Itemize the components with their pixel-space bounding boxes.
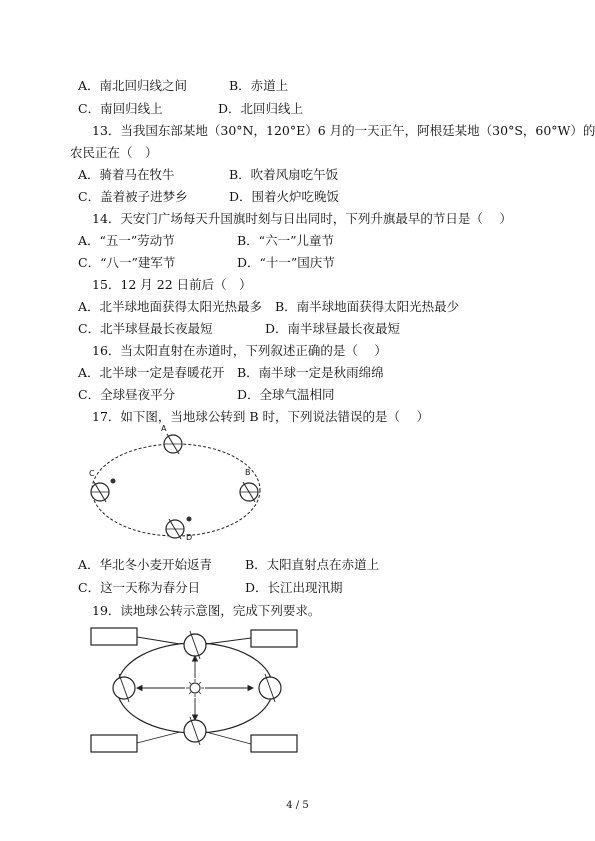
q17-orbit-diagram (76, 424, 276, 546)
q17-label-c: C (89, 469, 95, 478)
q19-earth-top (184, 631, 206, 659)
q14-option-b: B．“六一”儿童节 (237, 233, 334, 248)
q17-option-a: A．华北冬小麦开始返青 (78, 557, 213, 572)
q19-answer-box-top-right[interactable] (251, 630, 297, 647)
q16-option-d: D．全球气温相同 (237, 387, 335, 402)
q16-stem: 16．当太阳直射在赤道时，下列叙述正确的是（ ） (92, 343, 387, 358)
q14-option-c: C．“八一”建军节 (78, 255, 176, 270)
q13-option-a: A．骑着马在牧牛 (78, 167, 175, 182)
q13-option-b: B．吹着风扇吃午饭 (229, 167, 339, 182)
q13-option-d: D．围着火炉吃晚饭 (229, 189, 340, 204)
q17-earth-c (91, 479, 116, 503)
q19-answer-box-bottom-left[interactable] (91, 735, 137, 752)
q13-option-c: C．盖着被子进梦乡 (78, 189, 188, 204)
q17-option-d: D．长江出现汛期 (245, 580, 343, 595)
q12-option-d: D．北回归线上 (218, 101, 304, 116)
q19-earth-right (259, 674, 281, 702)
q15-option-a: A．北半球地面获得太阳光热最多 (78, 299, 263, 314)
page-number: 4 / 5 (286, 800, 309, 811)
q17-earth-a (164, 434, 182, 454)
q19-stem: 19．读地球公转示意图，完成下列要求。 (92, 603, 321, 618)
q15-stem: 15．12 月 22 日前后（ ） (92, 277, 252, 292)
q17-option-c: C．这一天称为春分日 (78, 580, 201, 595)
q12-option-a: A．南北回归线之间 (78, 78, 188, 93)
q16-option-b: B．南半球一定是秋雨绵绵 (237, 365, 384, 380)
q15-option-b: B．南半球地面获得太阳光热最少 (275, 299, 460, 314)
q13-stem-line1: 13．当我国东部某地（30°N，120°E）6 月的一天正午，阿根廷某地（30°S，60°W）的 (92, 123, 595, 138)
q19-sun (186, 679, 204, 697)
q17-label-d: D (186, 533, 193, 542)
q17-earth-b (240, 482, 258, 502)
q19-answer-box-bottom-right[interactable] (251, 735, 297, 752)
q16-option-a: A．北半球一定是春暖花开 (78, 365, 225, 380)
q17-option-b: B．太阳直射点在赤道上 (245, 557, 380, 572)
q13-stem-line2: 农民正在（ ） (70, 145, 158, 160)
q12-option-b: B．赤道上 (229, 78, 289, 93)
q19-earth-bottom (184, 717, 206, 745)
q17-label-a: A (161, 424, 167, 433)
q19-orbit-diagram (88, 620, 314, 756)
q12-option-c: C．南回归线上 (78, 101, 163, 116)
q14-option-a: A．“五一”劳动节 (78, 233, 175, 248)
q14-stem: 14．天安门广场每天升国旗时刻与日出同时，下列升旗最早的节日是（ ） (92, 211, 512, 226)
q17-stem: 17．如下图，当地球公转到 B 时，下列说法错误的是（ ） (92, 409, 430, 424)
q16-option-c: C．全球昼夜平分 (78, 387, 176, 402)
q19-earth-left (113, 674, 135, 702)
q15-option-d: D．南半球昼最长夜最短 (265, 321, 401, 336)
q14-option-d: D．“十一”国庆节 (237, 255, 335, 270)
q15-option-c: C．北半球昼最长夜最短 (78, 321, 213, 336)
q19-answer-box-top-left[interactable] (91, 628, 137, 645)
q17-label-b: B (245, 468, 251, 477)
